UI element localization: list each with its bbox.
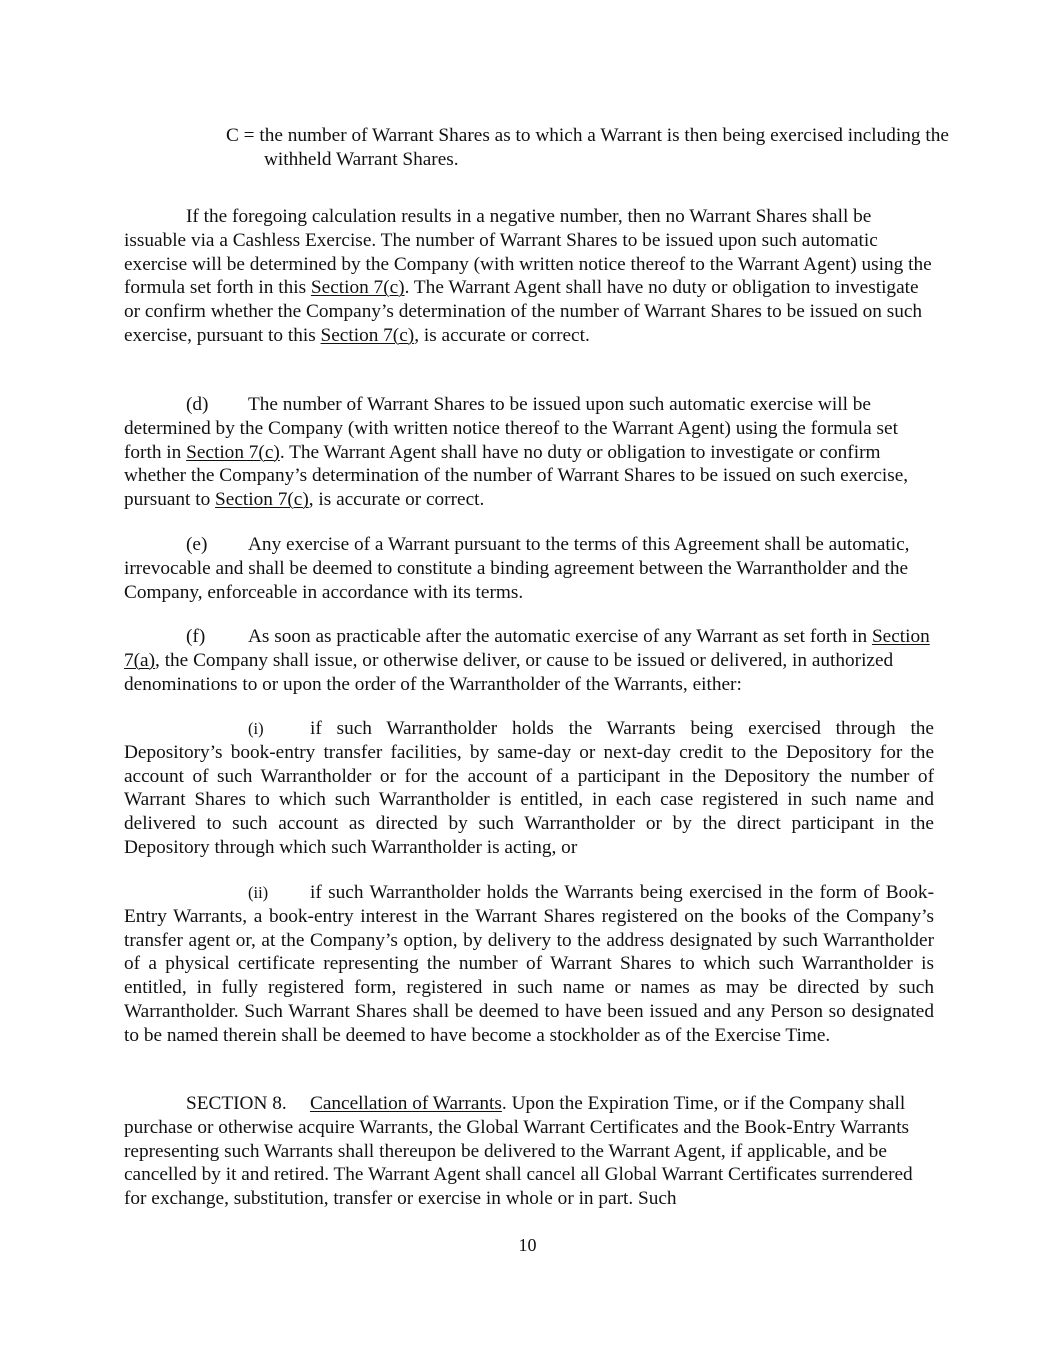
section-heading: Cancellation of Warrants — [310, 1093, 502, 1114]
subparagraph-text: if such Warrantholder holds the Warrants being exercised in the form of Book-Entry Warrants, a book-entry interest in the Warrant Shares registered on the books of the Company’s transfer agent or, at the Company’s option, by delivery to the address designated by such Warrantholder of a physical certificate representing the number of Warrant Shares to which such Warrantholder is entitled, in fully registered form, registered in such name or names as may be directed by such Warrantholder. Such Warrant Shares shall be deemed to have been issued and any Person so designated to be named therein shall be deemed to have become a stockholder as of the Exercise Time. — [124, 882, 934, 1046]
paragraph-text: Any exercise of a Warrant pursuant to the terms of this Agreement shall be automatic, irrevocable and shall be deemed to constitute a binding agreement between the Warrantholder and the Company, enforceable in accordance with its terms. — [124, 534, 910, 603]
paragraph-text: , the Company shall issue, or otherwise deliver, or cause to be issued or delivered, in authorized denominations to or upon the order of the Warrantholder of the Warrants, either: — [124, 649, 894, 695]
paragraph-label: (f) — [186, 626, 206, 647]
paragraph-text: As soon as practicable after the automatic exercise of any Warrant as set forth in — [248, 626, 872, 647]
paragraph-text: The number of Warrant Shares to be issued upon such automatic exercise will be determined by the Company (with written notice thereof to the Warrant Agent) using the formula set forth in — [124, 394, 898, 463]
paragraph-text: . Upon the Expiration Time, or if the Company shall purchase or otherwise acquire Warrants, the Global Warrant Certificates and the Book-Entry Warrants representing such Warrants shall thereupon be delivered to the Warrant Agent, if applicable, and be cancelled by it and retired. The Warrant Agent shall cancel all Global Warrant Certificates surrendered for exchange, substitution, transfer or exercise in whole or in part. Such — [124, 1093, 913, 1210]
subparagraph-ii — [124, 881, 934, 1048]
paragraph-label: (d) — [186, 394, 209, 415]
section-reference: Section 7(c) — [215, 489, 309, 511]
section-reference: Section 7(c) — [320, 324, 415, 346]
section-reference: Section 7(c) — [186, 441, 280, 463]
paragraph-text: If the foregoing calculation results in a negative number, then no Warrant Shares shall be issuable via a Cashless Exercise. The number of Warrant Shares to be issued upon such automatic exercise will be determined by the Company (with written notice thereof to the Warrant Agent) using the formula set forth in this — [124, 206, 932, 299]
paragraph-cashless-exercise — [124, 205, 934, 348]
paragraph-text: , is accurate or correct. — [414, 324, 590, 346]
subparagraph-i — [124, 717, 934, 860]
section-reference: Section 7(a) — [124, 626, 930, 671]
section-label: SECTION 8. — [186, 1093, 287, 1114]
formula-variable-c — [226, 124, 964, 172]
subparagraph-label: (ii) — [248, 883, 269, 902]
paragraph-f — [124, 625, 934, 696]
paragraph-label: (e) — [186, 534, 208, 555]
paragraph-text: . The Warrant Agent shall have no duty or obligation to investigate or confirm whether the Company’s determination of the number of Warrant Shares to be issued on such exercise, pursuant to this — [124, 277, 923, 346]
subparagraph-text: if such Warrantholder holds the Warrants being exercised through the Depository’s book-entry transfer facilities, by same-day or next-day credit to the Depository for the account of such Warrantholder or for the account of a participant in the Depository the number of Warrant Shares to which such Warrantholder is entitled, in each case registered in such name and delivered to such account as directed by such Warrantholder or by the direct participant in the Depository through which such Warrantholder is acting, or — [124, 718, 934, 858]
paragraph-d — [124, 393, 934, 512]
section-reference: Section 7(c) — [310, 277, 405, 299]
section-8-paragraph — [124, 1092, 934, 1211]
page-number: 10 — [518, 1235, 537, 1255]
paragraph-text: , is accurate or correct. — [308, 489, 485, 511]
subparagraph-label: (i) — [248, 719, 264, 738]
paragraph-e — [124, 533, 934, 604]
paragraph-text: . The Warrant Agent shall have no duty or obligation to investigate or confirm whether the Company’s determination of the number of Warrant Shares to be issued on such exercise, pursuant to — [124, 441, 909, 511]
formula-c-text: C = the number of Warrant Shares as to which a Warrant is then being exercised including the withheld Warrant Shares. — [226, 125, 949, 170]
